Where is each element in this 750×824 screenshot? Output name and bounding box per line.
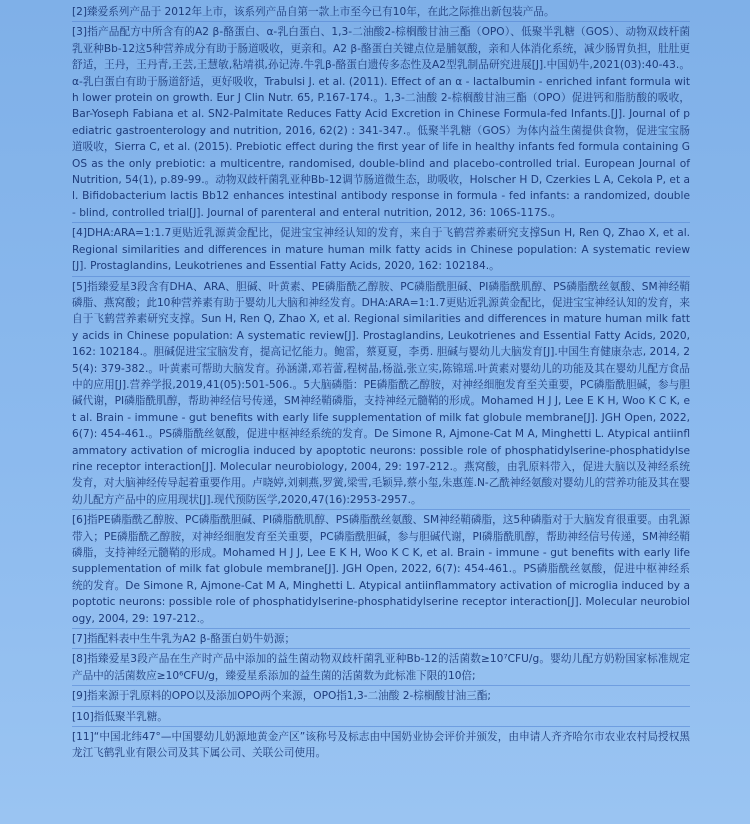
footnote-9: [9]指来源于乳原料的OPO以及添加OPO两个来源，OPO指1,3-二油酸 2-棕榈酸甘油三酯;	[72, 690, 491, 703]
footnote-6: [6]指PE磷脂酰乙醇胺、PC磷脂酰胆碱、PI磷脂酰肌醇、PS磷脂酰丝氨酸、SM神经鞘磷脂，这5种磷脂对于大脑发育很重要。由乳源带入；PE磷脂酰乙醇胺，对神经细胞发育至关重要，PC磷脂酰胆碱，参与胆碱代谢，PI磷脂酰肌醇，帮助神经信号传递，SM神经鞘磷脂，支持神经元髓鞘的形成。Mohamed H J J, Lee E K H, Woo K C K, et al. Brain - immune - gut benefits with early life supplementation of milk fat globule membrane[J]. JGH Open, 2022, 6(7): 454-461.。PS磷脂酰丝氨酸，促进中枢神经系统的发育。De Simone R, Ajmone-Cat M A, Minghetti L. Atypical antiinflammatory activation of microglia induced by apoptotic neurons: possible role of phosphatidylserine-phosphatidylserine receptor interaction[J]. Molecular neurobiology, 2004, 29: 197-212.。	[72, 514, 690, 625]
divider	[72, 726, 690, 727]
divider	[72, 509, 690, 510]
divider	[72, 685, 690, 686]
footnote-7: [7]指配料表中生牛乳为A2 β-酪蛋白奶牛奶源；	[72, 633, 296, 646]
divider	[72, 628, 690, 629]
footnote-2: [2]臻爱系列产品于 2012年上市，该系列产品自第一款上市至今已有10年，在此之际推出新包装产品。	[72, 6, 555, 18]
footnote-5: [5]指臻爱星3段含有DHA、ARA、胆碱、叶黄素、PE磷脂酰乙醇胺、PC磷脂酰胆碱、PI磷脂酰肌醇、PS磷脂酰丝氨酸、SM神经鞘磷脂、燕窝酸；此10种营养素有助于婴幼儿大脑和神经发育。DHA:ARA=1:1.7更贴近乳源黄金配比，促进宝宝神经认知的发育，来自于飞鹤营养素研究支撑。Sun H, Ren Q, Zhao X, et al. Regional similarities and differences in mature human milk fatty acids in Chinese population: A systematic review[J]. Prostaglandins, Leukotrienes and Essential Fatty Acids, 2020, 162: 102184.。胆碱促进宝宝脑发育，提高记忆能力。鲍雷，蔡夏夏，李勇. 胆碱与婴幼儿大脑发育[J].中国生育健康杂志, 2014, 25(4): 379-382.。叶黄素可帮助大脑发育。孙涵潇,邓若蕾,程树晶,杨溢,张立实,陈锦瑶.叶黄素对婴幼儿的功能及其在婴幼儿配方食品中的应用[J].营养学报,2019,41(05):501-506.。5大脑磷脂：PE磷脂酰乙醇胺，对神经细胞发育至关重要，PC磷脂酰胆碱，参与胆碱代谢，PI磷脂酰肌醇，帮助神经信号传递，SM神经鞘磷脂，支持神经元髓鞘的形成。Mohamed H J J, Lee E K H, Woo K C K, et al. Brain - immune - gut benefits with early life supplementation of milk fat globule membrane[J]. JGH Open, 2022, 6(7): 454-461.。PS磷脂酰丝氨酸，促进中枢神经系统的发育。De Simone R, Ajmone-Cat M A, Minghetti L. Atypical antiinflammatory activation of microglia induced by apoptotic neurons: possible role of phosphatidylserine-phosphatidylserine receptor interaction[J]. Molecular neurobiology, 2004, 29: 197-212.。燕窝酸，由乳原料带入，促进大脑以及神经系统发育，对大脑神经传导起着重要作用。卢晓婷,刘刺燕,罗黉,梁雪,毛颖异,蔡小玺,朱惠莲.N-乙酰神经氨酸对婴幼儿的营养功能及其在婴幼儿配方产品中的应用现状[J].现代预防医学,2020,47(16):2953-2957.。	[72, 280, 690, 506]
footnote-10: [10]指低聚半乳糖。	[72, 710, 168, 723]
divider	[72, 222, 690, 223]
divider	[72, 276, 690, 277]
divider	[72, 21, 690, 22]
footnote-8: [8]指臻爱星3段产品在生产时产品中添加的益生菌动物双歧杆菌乳亚种Bb-12的活菌数≥10⁷CFU/g。婴幼儿配方奶粉国家标准规定产品中的活菌数应≥10⁶CFU/g，臻爱星系添加的益生菌的活菌数为此标准下限的10倍;	[72, 653, 690, 682]
divider	[72, 706, 690, 707]
divider	[72, 648, 690, 649]
footnote-4: [4]DHA:ARA=1:1.7更贴近乳源黄金配比，促进宝宝神经认知的发育，来自于飞鹤营养素研究支撑Sun H, Ren Q, Zhao X, et al. Regional similarities and differences in mature human milk fatty acids in Chinese population: A systematic review[J]. Prostaglandins, Leukotrienes and Essential Fatty Acids, 2020, 162: 102184.。	[72, 227, 690, 273]
footnote-3: [3]指产品配方中所含有的A2 β-酪蛋白、α-乳白蛋白、1,3-二油酸2-棕榈酸甘油三酯（OPO）、低聚半乳糖（GOS）、动物双歧杆菌乳亚种Bb-12这5种营养成分有助于肠道吸收，更亲和。A2 β-酪蛋白关键点位是脯氨酸，亲和人体消化系统，减少肠胃负担，肚肚更舒适，王丹，王丹青,王芸,王慧敏,粘靖祺,孙记涛.牛乳β-酪蛋白遗传多态性及A2型乳制品研究进展[J].中国奶牛,2021(03):40-43.。α-乳白蛋白有助于肠道舒适，更好吸收，Trabulsi J. et al. (2011). Effect of an α - lactalbumin - enriched infant formula with lower protein on growth. Eur J Clin Nutr. 65, P.167-174.。1,3-二油酸 2-棕榈酸甘油三酯（OPO）促进钙和脂肪酸的吸收，Bar-Yoseph Fabiana et al. SN2-Palmitate Reduces Fatty Acid Excretion in Chinese Formula-fed Infants.[J]. Journal of pediatric gastroenterology and nutrition, 2016, 62(2) : 341-347.。低聚半乳糖（GOS）为体内益生菌提供食物，促进宝宝肠道吸收，Sierra C, et al. (2015). Prebiotic effect during the first year of life in healthy infants fed formula containing GOS as the only prebiotic: a multicentre, randomised, double-blind and placebo-controlled trial. European Journal of Nutrition, 54(1), p.89-99.。动物双歧杆菌乳亚种Bb-12调节肠道微生态，助吸收，Holscher H D, Czerkies L A, Cekola P, et al. Bifidobacterium lactis Bb12 enhances intestinal antibody response in formula - fed infants: a randomized, double - blind, controlled trial[J]. Journal of parenteral and enteral nutrition, 2012, 36: 106S-117S.。	[72, 26, 690, 219]
footnote-11: [11]“中国北纬47°—中国婴幼儿奶源地黄金产区”该称号及标志由中国奶业协会评价并颁发，由申请人齐齐哈尔市农业农村局授权黑龙江飞鹤乳业有限公司及其下属公司、关联公司使用。	[72, 731, 690, 760]
